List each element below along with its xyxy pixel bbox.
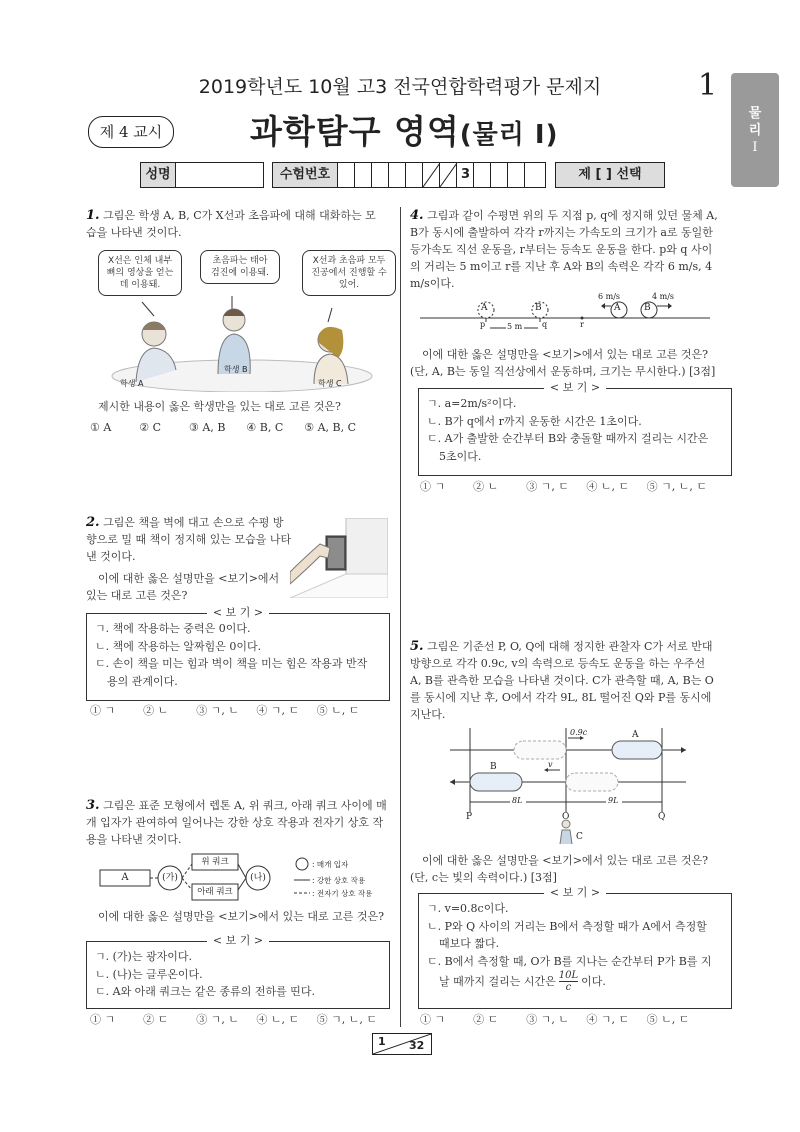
bogi-item: ㄴ. P와 Q 사이의 거리는 B에서 측정할 때가 A에서 측정할 bbox=[427, 919, 707, 933]
bogi-item: ㄷ. 손이 책을 미는 힘과 벽이 책을 미는 힘은 작용과 반작 bbox=[95, 657, 368, 670]
observer-c: C bbox=[576, 832, 583, 842]
speed-label: 6 m/s bbox=[598, 292, 621, 301]
bogi-item: ㄱ. a=2m/s²이다. bbox=[427, 397, 517, 410]
object-a-moving: A bbox=[614, 303, 621, 313]
answer-choices[interactable]: ① ㄱ ② ㄷ ③ ㄱ, ㄴ ④ ㄴ, ㄷ ⑤ ㄱ, ㄴ, ㄷ bbox=[90, 1013, 377, 1026]
fraction-numerator: 10L bbox=[558, 970, 579, 981]
question-5 bbox=[410, 638, 720, 723]
name-box bbox=[140, 162, 264, 188]
exam-number-fixed-digit: 3 bbox=[456, 163, 474, 187]
question-note: (단, c는 빛의 속력이다.) [3점] bbox=[410, 871, 557, 884]
student-label: 학생 B bbox=[224, 365, 248, 374]
speech-bubble: X선과 초음파 모두 진공에서 진행할 수 있어. bbox=[302, 250, 396, 296]
session-badge: 제 4 교시 bbox=[88, 116, 174, 148]
side-tab-char: Ⅰ bbox=[752, 140, 758, 155]
q1-figure bbox=[92, 250, 392, 392]
ship-b-label: B bbox=[490, 762, 497, 772]
object-b-moving: B bbox=[644, 303, 651, 313]
bogi-box bbox=[418, 886, 732, 1009]
point-p: p bbox=[480, 320, 486, 329]
exam-title: 2019학년도 10월 고3 전국연합학력평가 문제지 bbox=[198, 76, 602, 98]
exam-number-label: 수험번호 bbox=[273, 163, 337, 187]
up-quark-box: 위 쿼크 bbox=[201, 857, 229, 867]
bogi-item bbox=[427, 970, 723, 993]
speed-a-label: 0.9c bbox=[570, 728, 588, 737]
legend-item: : 전자기 상호 작용 bbox=[312, 889, 373, 898]
bogi-item: ㄷ. A가 출발한 순간부터 B와 충돌할 때까지 걸리는 시간은 bbox=[427, 432, 709, 445]
question-1 bbox=[86, 207, 386, 241]
bogi-item: 용의 관계이다. bbox=[107, 674, 178, 688]
exam-number-box bbox=[272, 162, 546, 188]
answer-choices[interactable]: ① A ② C ③ A, B ④ B, C ⑤ A, B, C bbox=[90, 421, 356, 434]
bogi-item: 때보다 짧다. bbox=[439, 937, 500, 950]
node-ga: (가) bbox=[162, 873, 178, 883]
question-number: 4. bbox=[410, 208, 424, 223]
bogi-item: ㄴ. B가 q에서 r까지 운동한 시간은 1초이다. bbox=[427, 414, 642, 428]
fraction-denominator: c bbox=[565, 982, 572, 993]
question-prompt: 이에 대한 옳은 설명만을 <보기>에서 있는 대로 고른 것은? bbox=[422, 348, 709, 361]
student-label: 학생 C bbox=[318, 379, 342, 388]
question-number: 1. bbox=[86, 208, 100, 223]
down-quark-box: 아래 쿼크 bbox=[197, 887, 233, 897]
bogi-item: ㄱ. v=0.8c이다. bbox=[427, 902, 509, 915]
distance-9l: 9L bbox=[608, 796, 619, 805]
speech-bubble: 초음파는 태아 검진에 이용돼. bbox=[200, 250, 280, 284]
fraction bbox=[559, 970, 578, 993]
bogi-item: ㄱ. (가)는 광자이다. bbox=[95, 950, 192, 963]
name-field[interactable] bbox=[175, 163, 264, 187]
subject-title bbox=[250, 106, 559, 153]
subject-side-tab bbox=[731, 73, 779, 187]
legend-item: : 강한 상호 작용 bbox=[312, 876, 366, 885]
bogi-box bbox=[418, 381, 732, 476]
bogi-text: 날 때까지 걸리는 시간은 bbox=[439, 974, 556, 988]
bogi-box bbox=[86, 606, 390, 701]
line-o: O bbox=[562, 812, 570, 822]
question-number: 5. bbox=[410, 639, 424, 654]
line-q: Q bbox=[658, 812, 666, 822]
bogi-item: ㄴ. 책에 작용하는 알짜힘은 0이다. bbox=[95, 639, 262, 653]
side-tab-char: 리 bbox=[748, 123, 762, 138]
bogi-text: 이다. bbox=[581, 974, 606, 988]
bogi-title: < 보 기 > bbox=[207, 934, 269, 947]
bogi-item: ㄷ. B에서 측정할 때, O가 B를 지나는 순간부터 P가 B를 지 bbox=[427, 954, 712, 968]
page-counter bbox=[372, 1033, 432, 1055]
answer-choices[interactable]: ① ㄱ ② ㄴ ③ ㄱ, ㄷ ④ ㄴ, ㄷ ⑤ ㄱ, ㄴ, ㄷ bbox=[420, 480, 707, 493]
question-number: 3. bbox=[86, 798, 100, 813]
question-3 bbox=[86, 797, 390, 848]
motion-figure bbox=[420, 292, 720, 336]
interaction-diagram bbox=[96, 848, 392, 904]
point-r: r bbox=[580, 320, 584, 329]
question-text: 그림은 책을 벽에 대고 손으로 수평 방향으로 밀 때 책이 정지해 있는 모습을 나타낸 것이다. bbox=[86, 516, 292, 563]
bogi-title: < 보 기 > bbox=[207, 606, 269, 619]
legend-item: : 매개 입자 bbox=[312, 860, 349, 869]
page-number: 1 bbox=[698, 68, 718, 103]
line-p: P bbox=[466, 812, 473, 822]
question-text: 그림은 기준선 P, O, Q에 대해 정지한 관찰자 C가 서로 반대 방향으로 각각 0.9c, v의 속력으로 등속도 운동을 하는 우주선 A, B를 관측한 모습을 나타낸 것이다. C가 관측할 때, A, B는 O를 동시에 지난 후, O에서 각각 9L, 8L 떨어진 Q와 P를 동시에 지난다. bbox=[410, 640, 714, 721]
answer-choices[interactable]: ① ㄱ ② ㄴ ③ ㄱ, ㄴ ④ ㄱ, ㄷ ⑤ ㄴ, ㄷ bbox=[90, 704, 360, 717]
question-prompt: 이에 대한 옳은 설명만을 <보기>에서 있는 대로 고른 것은? bbox=[422, 854, 709, 867]
lepton-a-box: A bbox=[121, 872, 129, 883]
footer-total: 32 bbox=[409, 1039, 425, 1052]
bogi-item: ㄱ. 책에 작용하는 중력은 0이다. bbox=[95, 622, 251, 635]
subject-title-main: 과학탐구 영역 bbox=[250, 112, 460, 151]
bogi-item: ㄷ. A와 아래 쿼크는 같은 종류의 전하를 띤다. bbox=[95, 985, 316, 998]
bogi-box bbox=[86, 934, 390, 1009]
object-b: B bbox=[535, 303, 542, 313]
question-2 bbox=[86, 514, 292, 565]
column-divider bbox=[400, 207, 401, 1027]
question-text: 그림은 학생 A, B, C가 X선과 초음파에 대해 대화하는 모습을 나타낸 것이다. bbox=[86, 209, 376, 239]
question-text: 그림은 표준 모형에서 렙톤 A, 위 쿼크, 아래 쿼크 사이에 매개 입자가 관여하여 일어나는 강한 상호 작용과 전자기 상호 작용을 나타낸 것이다. bbox=[86, 799, 387, 846]
speed-b-label: v bbox=[548, 760, 553, 769]
student-label: 학생 A bbox=[120, 379, 144, 388]
choice-box bbox=[555, 162, 665, 188]
choice-label: 제 [ ] 선택 bbox=[556, 163, 664, 187]
bogi-item: ㄴ. (나)는 글루온이다. bbox=[95, 967, 203, 981]
bogi-item: 5초이다. bbox=[439, 449, 482, 463]
speech-bubble: X선은 인체 내부 뼈의 영상을 얻는 데 이용돼. bbox=[98, 250, 182, 296]
question-4 bbox=[410, 207, 720, 292]
ship-a-label: A bbox=[632, 730, 639, 740]
distance-label: 5 m bbox=[507, 322, 523, 331]
question-number: 2. bbox=[86, 515, 100, 530]
question-prompt: 제시한 내용이 옳은 학생만을 있는 대로 고른 것은? bbox=[98, 400, 341, 413]
bogi-title: < 보 기 > bbox=[544, 381, 606, 394]
footer-page: 1 bbox=[378, 1035, 386, 1048]
question-text: 그림과 같이 수평면 위의 두 지점 p, q에 정지해 있던 물체 A, B가 동시에 출발하여 각각 r까지는 가속도의 크기가 a로 동일한 등가속도 직선 운동을, r부터는 등속도 운동을 한다. p와 q 사이의 거리는 5 m이고 r를 지난 후 A와 B의 속력은 각각 6 m/s, 4 m/s이다. bbox=[410, 209, 718, 290]
answer-choices[interactable]: ① ㄱ ② ㄷ ③ ㄱ, ㄴ ④ ㄱ, ㄷ ⑤ ㄴ, ㄷ bbox=[420, 1013, 690, 1026]
speed-label: 4 m/s bbox=[652, 292, 675, 301]
name-label: 성명 bbox=[141, 163, 175, 187]
node-na: (나) bbox=[250, 873, 266, 883]
subject-title-sub: (물리 Ⅰ) bbox=[459, 120, 559, 150]
object-a: A bbox=[481, 303, 488, 313]
question-prompt: 이에 대한 옳은 설명만을 <보기>에서 있는 대로 고른 것은? bbox=[86, 572, 280, 602]
bogi-title: < 보 기 > bbox=[544, 886, 606, 899]
book-wall-figure bbox=[290, 518, 388, 598]
distance-8l: 8L bbox=[512, 796, 523, 805]
spaceship-figure bbox=[450, 728, 690, 846]
side-tab-char: 물 bbox=[748, 106, 762, 121]
question-note: (단, A, B는 동일 직선상에서 운동하며, 크기는 무시한다.) [3점] bbox=[410, 365, 716, 378]
point-q: q bbox=[542, 320, 548, 329]
question-prompt: 이에 대한 옳은 설명만을 <보기>에서 있는 대로 고른 것은? bbox=[98, 910, 385, 923]
